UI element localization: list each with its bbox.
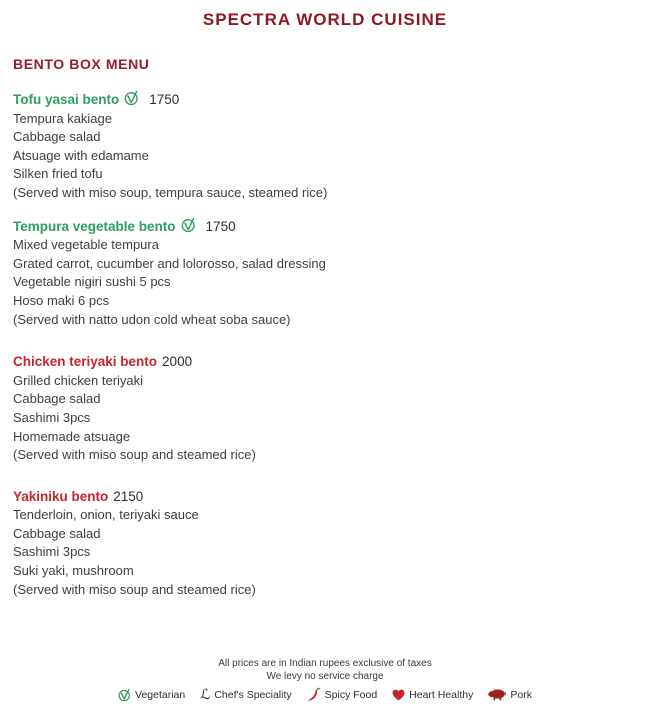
- menu-item-description: [13, 372, 650, 465]
- footer-note-service-charge: We levy no service charge: [266, 670, 384, 682]
- menu-description-line: (Served with miso soup and steamed rice): [13, 447, 256, 463]
- menu-description-line: Hoso maki 6 pcs: [13, 292, 110, 308]
- menu-section-tempura-vegetable-bento: [13, 218, 650, 330]
- menu-description-line: Suki yaki, mushroom: [13, 563, 134, 579]
- menu-description-line: (Served with miso soup, tempura sauce, steamed rice): [13, 184, 328, 200]
- legend-label: Heart Healthy: [409, 688, 474, 701]
- menu-description-line: (Served with natto udon cold wheat soba sauce): [13, 311, 291, 327]
- legend-label: Chef's Speciality: [214, 688, 292, 701]
- vegetarian-icon: [181, 217, 196, 233]
- menu-item-description: [13, 110, 650, 203]
- menu-description-line: Grated carrot, cucumber and lolorosso, salad dressing: [13, 255, 326, 271]
- menu-description-line: Atsuage with edamame: [13, 147, 149, 163]
- menu-description-line: Cabbage salad: [13, 525, 101, 541]
- menu-section-yakiniku-bento: [13, 488, 650, 600]
- menu-item-price: 1750: [149, 92, 180, 107]
- legend-item-heart-healthy: [392, 689, 473, 701]
- menu-item-description: [13, 236, 650, 329]
- menu-description-line: Silken fried tofu: [13, 166, 103, 182]
- legend-label: Vegetarian: [135, 688, 186, 701]
- menu-description-line: (Served with miso soup and steamed rice): [13, 581, 256, 597]
- vegetarian-icon: [124, 90, 139, 106]
- page-title: SPECTRA WORLD CUISINE: [202, 10, 448, 29]
- menu-item-header: [13, 91, 650, 110]
- footer-note-taxes: All prices are in Indian rupees exclusive of taxes: [218, 658, 432, 669]
- legend-item-vegetarian: [118, 688, 185, 702]
- legend-label: Pork: [510, 688, 532, 701]
- menu-description-line: Cabbage salad: [13, 129, 101, 145]
- menu-section-heading: BENTO BOX MENU: [13, 56, 150, 72]
- chefs-speciality-icon: ℒ: [200, 686, 211, 703]
- legend-label: Spicy Food: [324, 688, 378, 701]
- menu-description-line: Sashimi 3pcs: [13, 409, 91, 425]
- menu-description-line: Tempura kakiage: [13, 110, 112, 126]
- menu-item-header: [13, 353, 650, 372]
- menu-item-price: 1750: [205, 218, 236, 234]
- menu-description-line: Cabbage salad: [13, 391, 101, 407]
- menu-description-line: Homemade atsuage: [13, 428, 131, 444]
- legend-item-pork: [488, 688, 532, 701]
- menu-description-line: Tenderloin, onion, teriyaki sauce: [13, 507, 199, 523]
- menu-description-line: Mixed vegetable tempura: [13, 237, 159, 253]
- footer: [0, 658, 650, 702]
- menu-item-name: Yakiniku bento: [13, 488, 109, 504]
- menu-list: [13, 91, 650, 599]
- menu-description-line: Sashimi 3pcs: [13, 544, 91, 560]
- pork-icon: [488, 688, 506, 701]
- legend-item-chefs-speciality: [200, 686, 292, 703]
- menu-description-line: Grilled chicken teriyaki: [13, 372, 144, 388]
- menu-item-header: [13, 488, 650, 507]
- menu-description-line: Vegetable nigiri sushi 5 pcs: [13, 274, 171, 290]
- menu-item-price: 2000: [162, 354, 193, 370]
- menu-item-header: [13, 218, 650, 237]
- menu-section-chicken-teriyaki-bento: [13, 353, 650, 465]
- menu-item-price: 2150: [113, 488, 144, 504]
- menu-item-description: [13, 506, 650, 599]
- menu-section-tofu-yasai-bento: [13, 91, 650, 203]
- vegetarian-icon: [118, 688, 131, 702]
- heart-healthy-icon: [392, 689, 405, 701]
- menu-item-name: Tofu yasai bento: [13, 92, 120, 107]
- menu-item-name: Chicken teriyaki bento: [13, 354, 158, 370]
- menu-item-name: Tempura vegetable bento: [13, 218, 176, 234]
